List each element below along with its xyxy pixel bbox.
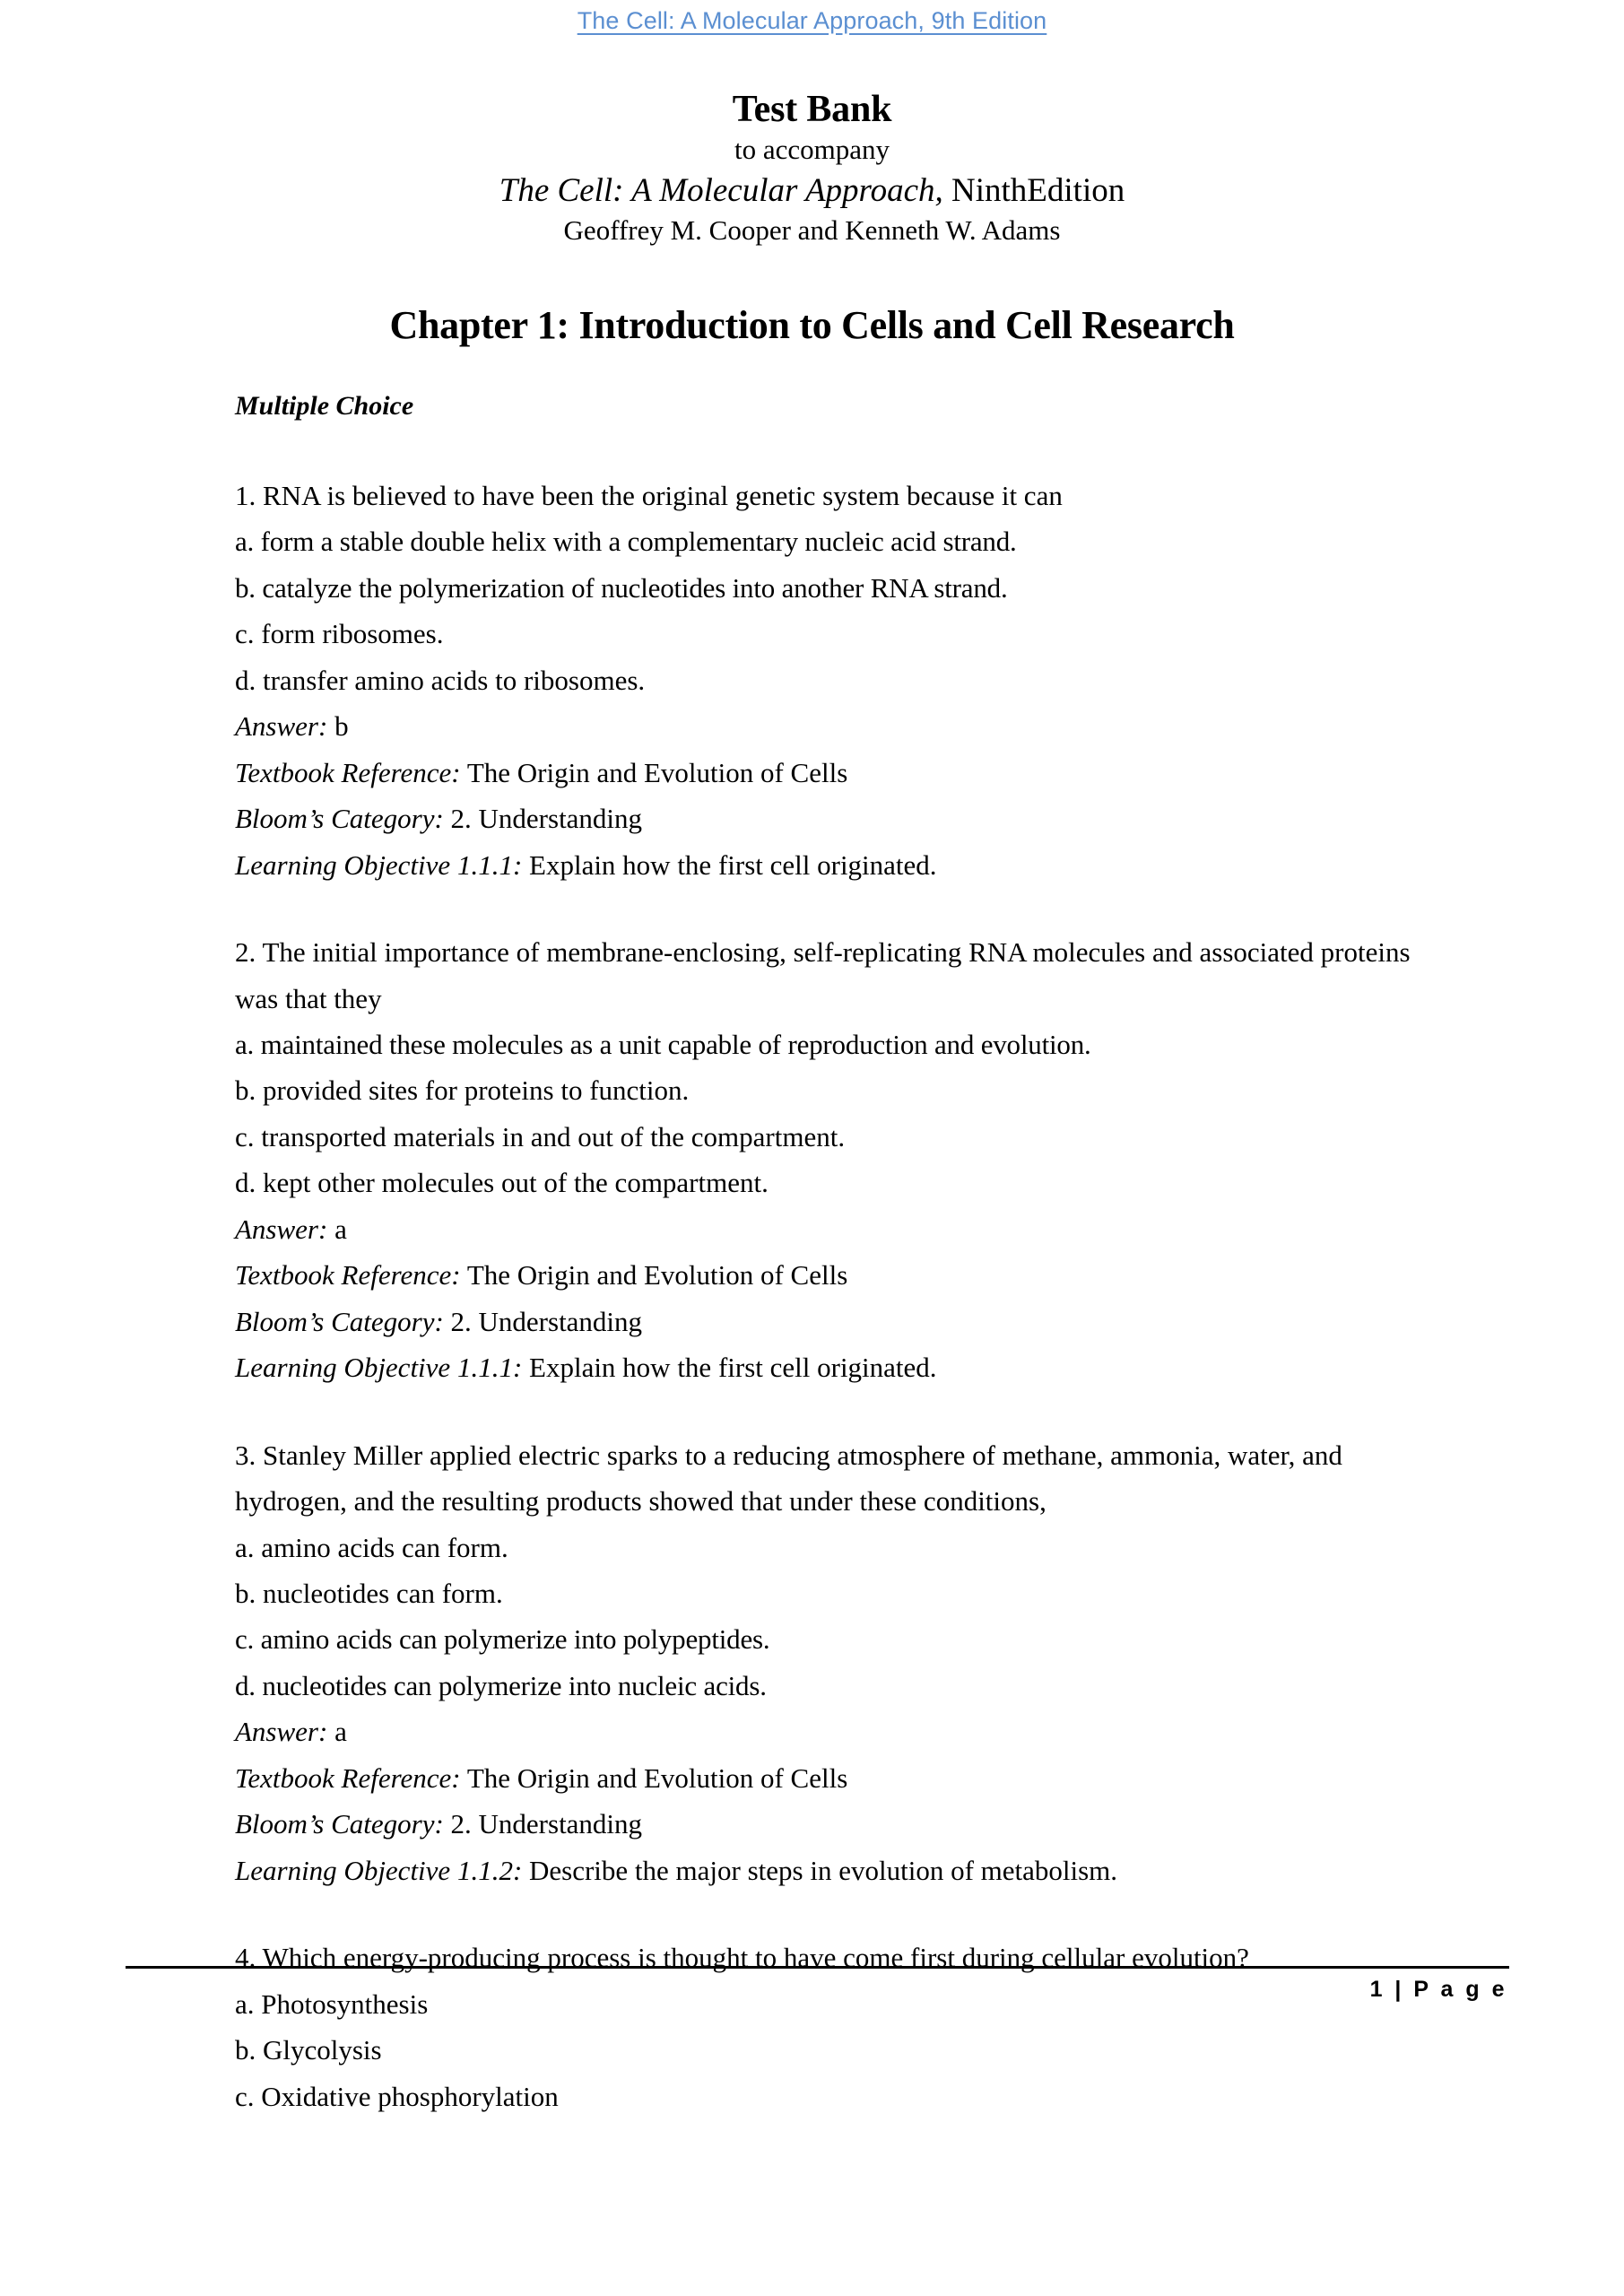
textbook-reference-line	[235, 1755, 1428, 1801]
textbook-reference-label: Textbook Reference:	[235, 1761, 461, 1794]
question-item	[235, 1432, 1428, 1894]
textbook-reference-line	[235, 1252, 1428, 1298]
page-footer	[126, 1966, 1509, 2003]
question-option: b. provided sites for proteins to function.	[235, 1074, 690, 1107]
bloom-category-line	[235, 1299, 1428, 1344]
learning-objective-line	[235, 1848, 1428, 1893]
question-option: a. amino acids can form.	[235, 1531, 508, 1563]
question-option: b. catalyze the polymerization of nucleotides into another RNA strand.	[235, 571, 1008, 604]
question-option: a. Photosynthesis	[235, 1987, 429, 2020]
question-option: a. form a stable double helix with a complementary nucleic acid strand.	[235, 526, 1017, 558]
bloom-category-label: Bloom’s Category:	[235, 1305, 444, 1337]
bloom-category-label: Bloom’s Category:	[235, 1808, 444, 1840]
work-title	[0, 170, 1624, 212]
question-item	[235, 473, 1428, 888]
question-stem: 3. Stanley Miller applied electric sparks to a reducing atmosphere of methane, ammonia, water, and hydrogen, and the resulting products showed that under these conditions,	[235, 1439, 1342, 1518]
question-option: c. amino acids can polymerize into polypeptides.	[235, 1623, 770, 1656]
question-item	[235, 1935, 1428, 2119]
question-option: a. maintained these molecules as a unit capable of reproduction and evolution.	[235, 1028, 1091, 1060]
question-stem: 1. RNA is believed to have been the original genetic system because it can	[235, 480, 1063, 511]
answer-line	[235, 1206, 1428, 1252]
textbook-reference-label: Textbook Reference:	[235, 756, 461, 788]
bloom-category-label: Bloom’s Category:	[235, 803, 444, 835]
learning-objective-value: Explain how the first cell originated.	[522, 1352, 937, 1384]
section-heading-multiple-choice: Multiple Choice	[235, 391, 414, 421]
bloom-category-line	[235, 1801, 1428, 1847]
learning-objective-value: Describe the major steps in evolution of metabolism.	[522, 1854, 1118, 1886]
answer-label: Answer:	[235, 1716, 328, 1748]
textbook-reference-value: The Origin and Evolution of Cells	[460, 756, 848, 788]
answer-value: a	[327, 1716, 347, 1748]
learning-objective-label: Learning Objective 1.1.1:	[235, 848, 523, 881]
textbook-reference-value: The Origin and Evolution of Cells	[460, 1259, 848, 1292]
work-title-italic: The Cell: A Molecular Approach,	[499, 172, 943, 210]
question-option: d. transfer amino acids to ribosomes.	[235, 664, 646, 696]
textbook-reference-value: The Origin and Evolution of Cells	[460, 1761, 848, 1794]
question-option: d. nucleotides can polymerize into nucleic acids.	[235, 1669, 767, 1701]
question-option: c. Oxidative phosphorylation	[235, 2080, 559, 2112]
question-option: c. transported materials in and out of the compartment.	[235, 1120, 846, 1152]
to-accompany-label: to accompany	[734, 134, 890, 166]
question-stem: 2. The initial importance of membrane-enclosing, self-replicating RNA molecules and associated proteins was that they	[235, 936, 1411, 1014]
question-option: b. Glycolysis	[235, 2034, 382, 2066]
answer-line	[235, 703, 1428, 749]
body-column	[235, 390, 1428, 2161]
learning-objective-label: Learning Objective 1.1.2:	[235, 1854, 523, 1886]
question-item	[235, 929, 1428, 1391]
chapter-heading: Chapter 1: Introduction to Cells and Cell Research	[389, 303, 1235, 347]
page-number: 1 | P a g e	[1369, 1977, 1507, 2002]
textbook-reference-label: Textbook Reference:	[235, 1259, 461, 1292]
bloom-category-value: 2. Understanding	[443, 803, 643, 835]
bloom-category-line	[235, 796, 1428, 841]
work-title-edition: NinthEdition	[942, 172, 1125, 210]
question-stem: 4. Which energy-producing process is thought to have come first during cellular evolution?	[235, 1942, 1249, 1974]
answer-value: b	[327, 710, 349, 743]
learning-objective-line	[235, 1344, 1428, 1390]
textbook-reference-line	[235, 750, 1428, 796]
learning-objective-value: Explain how the first cell originated.	[522, 848, 937, 881]
bloom-category-value: 2. Understanding	[443, 1808, 643, 1840]
question-option: c. form ribosomes.	[235, 618, 444, 650]
answer-label: Answer:	[235, 1213, 328, 1245]
learning-objective-line	[235, 842, 1428, 888]
bloom-category-value: 2. Understanding	[443, 1305, 643, 1337]
title-block	[0, 90, 1624, 248]
book-title-link[interactable]: The Cell: A Molecular Approach, 9th Edition	[577, 7, 1047, 34]
authors-line: Geoffrey M. Cooper and Kenneth W. Adams	[563, 213, 1061, 246]
document-title: Test Bank	[732, 89, 892, 130]
answer-line	[235, 1709, 1428, 1754]
running-header	[0, 7, 1624, 35]
learning-objective-label: Learning Objective 1.1.1:	[235, 1352, 523, 1384]
question-option: b. nucleotides can form.	[235, 1577, 503, 1609]
answer-label: Answer:	[235, 710, 328, 743]
answer-value: a	[327, 1213, 347, 1245]
question-option: d. kept other molecules out of the compartment.	[235, 1167, 769, 1199]
